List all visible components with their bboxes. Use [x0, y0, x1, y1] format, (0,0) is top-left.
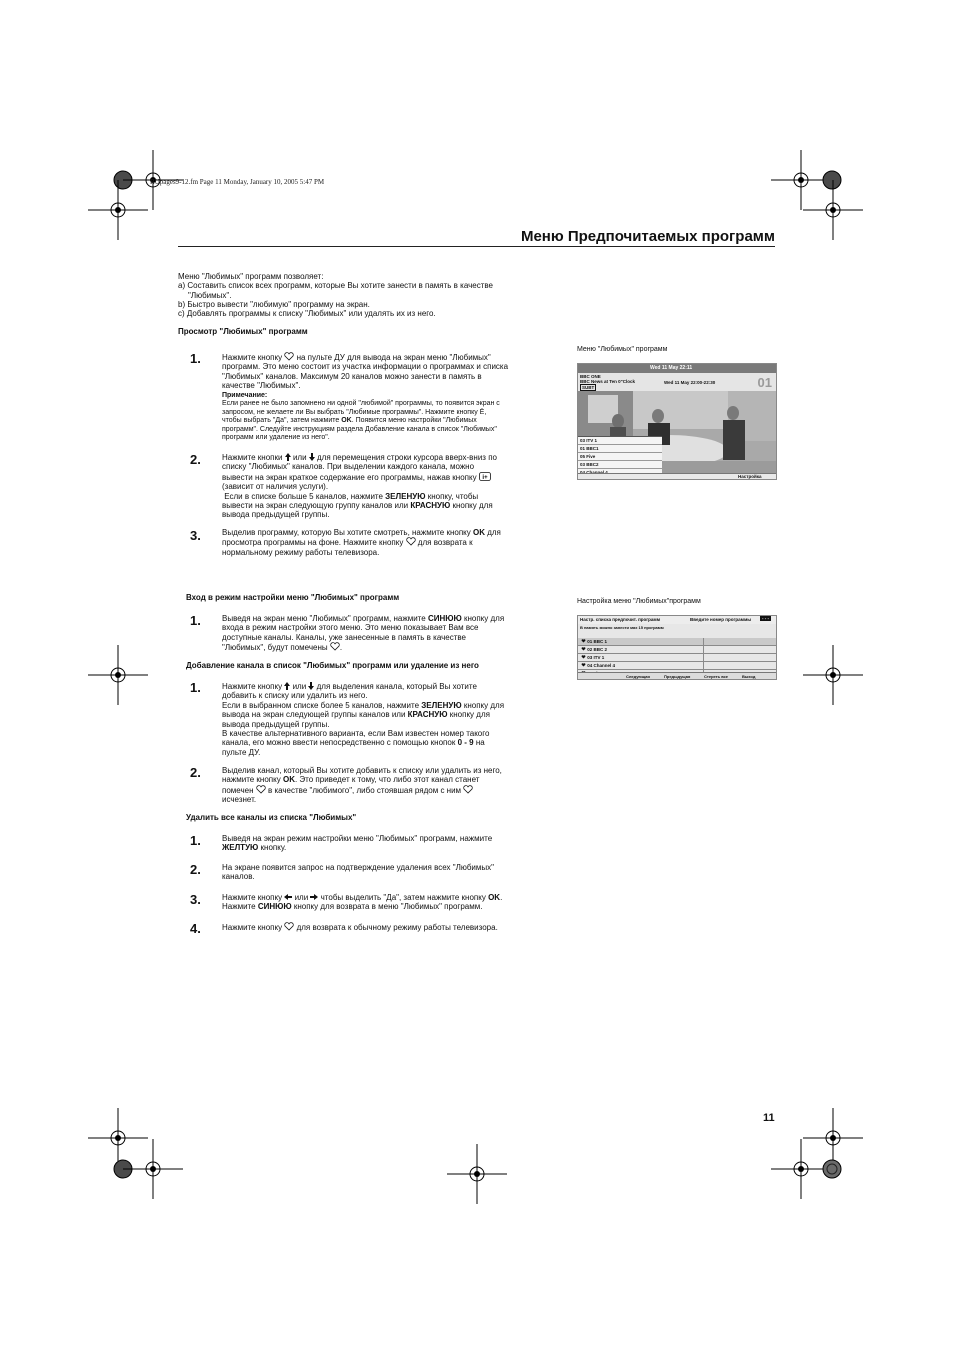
note-text: Если ранее не было запомнено ни одной "любимой" программы, то появится экран с запросом, не желаете ли Вы выбрать "Любимые программы". Нажмите кнопку Ё, чтобы выбрать "Да", затем нажмите OK. Появится меню настройки "Любимых программ". Следуйте инструкциям раздела Добавление канала в список "Любимых" программ или удаление из него".: [222, 400, 500, 442]
title-rule: [178, 246, 775, 247]
arrow-up-icon: [284, 682, 290, 690]
list-item[interactable]: 03 ITV 1: [578, 437, 662, 445]
setup-header: Настр. списка предпочит. программ Введите номер программы - - -: [578, 616, 776, 624]
svg-text:i+: i+: [482, 474, 488, 481]
heart-icon: [581, 655, 586, 659]
arrow-left-icon: [284, 894, 292, 900]
section-heading: Просмотр "Любимых" программ: [178, 327, 308, 336]
screen-top-bar: [578, 364, 776, 373]
heart-icon: [406, 537, 416, 546]
step-text: Нажмите кнопки или для перемещения строки курсора вверх-вниз по списку "Любимых" каналов. При выделении каждого канала, можно вывести на экран краткое содержание его программы, нажав кнопку i+ (зависит от наличия услуги). Если в списке больше 5 каналов, нажмите ЗЕЛЕНУЮ кнопку, чтобы вывести на экран следующую группу каналов или КРАСНУЮ кнопку для вывода предыдущей группы.: [222, 453, 497, 520]
list-item[interactable]: 03 BBC2: [578, 461, 662, 469]
step-number: 3.: [190, 892, 201, 907]
step-number: 1.: [190, 680, 201, 695]
registration-crosshair: [123, 1139, 183, 1199]
section-heading: Удалить все каналы из списка "Любимых": [186, 813, 357, 822]
section-heading: Добавление канала в список "Любимых" программ или удаление из него: [186, 661, 479, 670]
channel-number-display: 01: [757, 375, 772, 390]
intro-item-a-cont: "Любимых".: [188, 290, 232, 300]
heart-icon: [330, 642, 340, 651]
registration-crosshair: [447, 1144, 507, 1204]
heart-icon: [284, 352, 294, 361]
step-text: Нажмите кнопку или чтобы выделить "Да", затем нажмите кнопку OK. Нажмите СИНЮЮ кнопку для возврата в меню "Любимых" программ.: [222, 893, 503, 912]
registration-crosshair: [88, 645, 148, 705]
step-text: Выведя на экран меню "Любимых" программ, нажмите СИНЮЮ кнопку для входа в режим настройки этого меню. Это меню показывает Вам все доступные каналы. Каналы, уже занесенные в память в качестве "Любимых", будут помечены .: [222, 614, 505, 653]
heart-icon: [256, 785, 266, 794]
table-row[interactable]: 01 BBC 1: [578, 638, 776, 646]
programme-info: BBC ONE BBC News at Ten 0"Clock SUBT Wed 11 May 22:00-22:30 01: [578, 373, 776, 391]
heart-icon: [581, 639, 586, 643]
exit-button[interactable]: Выход: [742, 674, 756, 679]
list-item[interactable]: 05 Five: [578, 453, 662, 461]
subtitle-badge: SUBT: [582, 385, 595, 390]
clear-all-button[interactable]: Стереть все: [704, 674, 729, 679]
step-text: Нажмите кнопку для возврата к обычному режиму работы телевизора.: [222, 923, 498, 932]
screen-date: Wed 11 May 22:11: [650, 365, 693, 371]
table-row[interactable]: 04 Channel 4: [578, 662, 776, 670]
previous-button[interactable]: Предыдущая: [664, 674, 691, 679]
step-number: 2.: [190, 862, 201, 877]
registration-mark: [802, 1139, 862, 1199]
page-number: 11: [763, 1112, 775, 1124]
note-title: Примечание:: [222, 391, 268, 399]
screen-bottom-bar: [578, 473, 776, 480]
table-row[interactable]: 02 BBC 2: [578, 646, 776, 654]
step-number: 1.: [190, 833, 201, 848]
step-text: Выведя на экран режим настройки меню "Любимых" программ, нажмите ЖЕЛТУЮ кнопку.: [222, 834, 493, 853]
step-number: 3.: [190, 528, 201, 543]
step-number: 1.: [190, 351, 201, 366]
step-number: 4.: [190, 921, 201, 936]
step-text: Нажмите кнопку на пульте ДУ для вывода на экран меню "Любимых" программ. Это меню состоит из участка информации о программах и списка "Любимых" каналов. Максимум 20 каналов можно занести в память в качестве "Любимых". Примечание: Если ранее не было запомнено ни одной "любимой" программы, то появится экран с запросом, не желаете ли Вы выбрать "Любимые программы". Нажмите кнопку Ё, чтобы выбрать "Да", затем нажмите OK. Появится меню настройки "Любимых программ". Следуйте инструкциям раздела Добавление канала в список "Любимых" программ или удаление из него".: [222, 352, 552, 443]
arrow-down-icon: [309, 453, 315, 461]
setup-footer: [578, 672, 776, 680]
favourites-setup-screenshot: [577, 615, 777, 680]
step-number: 2.: [190, 765, 201, 780]
intro-item-c: c) Добавлять программы к списку "Любимых" или удалять их из него.: [178, 309, 436, 319]
step-number: 2.: [190, 452, 201, 467]
intro-item-b: b) Быстро вывести "любимую" программу на экран.: [178, 299, 370, 309]
registration-crosshair: [803, 180, 863, 240]
arrow-down-icon: [308, 682, 314, 690]
step-text: Выделив канал, который Вы хотите добавить к списку или удалить из него, нажмите кнопку OK. Это приведет к тому, что либо этот канал станет помечен в качестве "любимого", либо стоявшая рядом с ним исчезнет.: [222, 766, 502, 805]
page-title: Меню Предпочитаемых программ: [520, 228, 775, 245]
step-text: Выделив программу, которую Вы хотите смотреть, нажмите кнопку OK для просмотра программы на фоне. Нажмите кнопку для возврата к нормальному режиму работы телевизора.: [222, 528, 501, 557]
registration-crosshair: [803, 645, 863, 705]
info-button-icon: [479, 472, 491, 481]
arrow-up-icon: [285, 453, 291, 461]
intro-item-a: a) Составить список всех программ, которые Вы хотите занести в память в качестве: [178, 281, 493, 291]
heart-icon: [581, 663, 586, 667]
figure-caption: Меню "Любимых" программ: [577, 346, 668, 353]
intro-line: Меню "Любимых" программ позволяет:: [178, 272, 324, 281]
heart-icon: [581, 647, 586, 651]
list-item[interactable]: 01 BBC1: [578, 445, 662, 453]
setup-subtitle: В память можно занести мах 15 программ: [580, 625, 664, 630]
favourites-menu-screenshot: [577, 363, 777, 480]
figure-caption: Настройка меню "Любимых"программ: [577, 598, 701, 605]
registration-crosshair: [88, 180, 148, 240]
next-button[interactable]: Следующая: [626, 674, 650, 679]
number-entry-box[interactable]: - - -: [762, 616, 769, 621]
step-number: 1.: [190, 613, 201, 628]
step-text: На экране появится запрос на подтверждение удаления всех "Любимых" каналов.: [222, 863, 494, 882]
intro-block: [178, 272, 558, 318]
arrow-right-icon: [310, 894, 318, 900]
setup-label[interactable]: Настройка: [738, 474, 762, 479]
step-text: Нажмите кнопку или для выделения канала, который Вы хотите добавить к списку или удалить из него. Если в выбранном списке более 5 каналов, нажмите ЗЕЛЕНУЮ кнопку для вывода на экран следующей группы каналов или КРАСНУЮ кнопку для вывода предыдущей группы. В качестве альтернативного варианта, если Вам известен номер такого канала, его можно ввести непосредственно с помощью кнопок 0 - 9 на пульте ДУ.: [222, 682, 505, 757]
table-row[interactable]: 03 ITV 1: [578, 654, 776, 662]
heart-icon: [463, 785, 473, 794]
heart-icon: [284, 922, 294, 931]
file-info: RUpages9-12.fm Page 11 Monday, January 10, 2005 5:47 PM: [150, 178, 325, 186]
section-heading: Вход в режим настройки меню "Любимых" программ: [186, 593, 400, 602]
favourites-list: [578, 436, 662, 474]
